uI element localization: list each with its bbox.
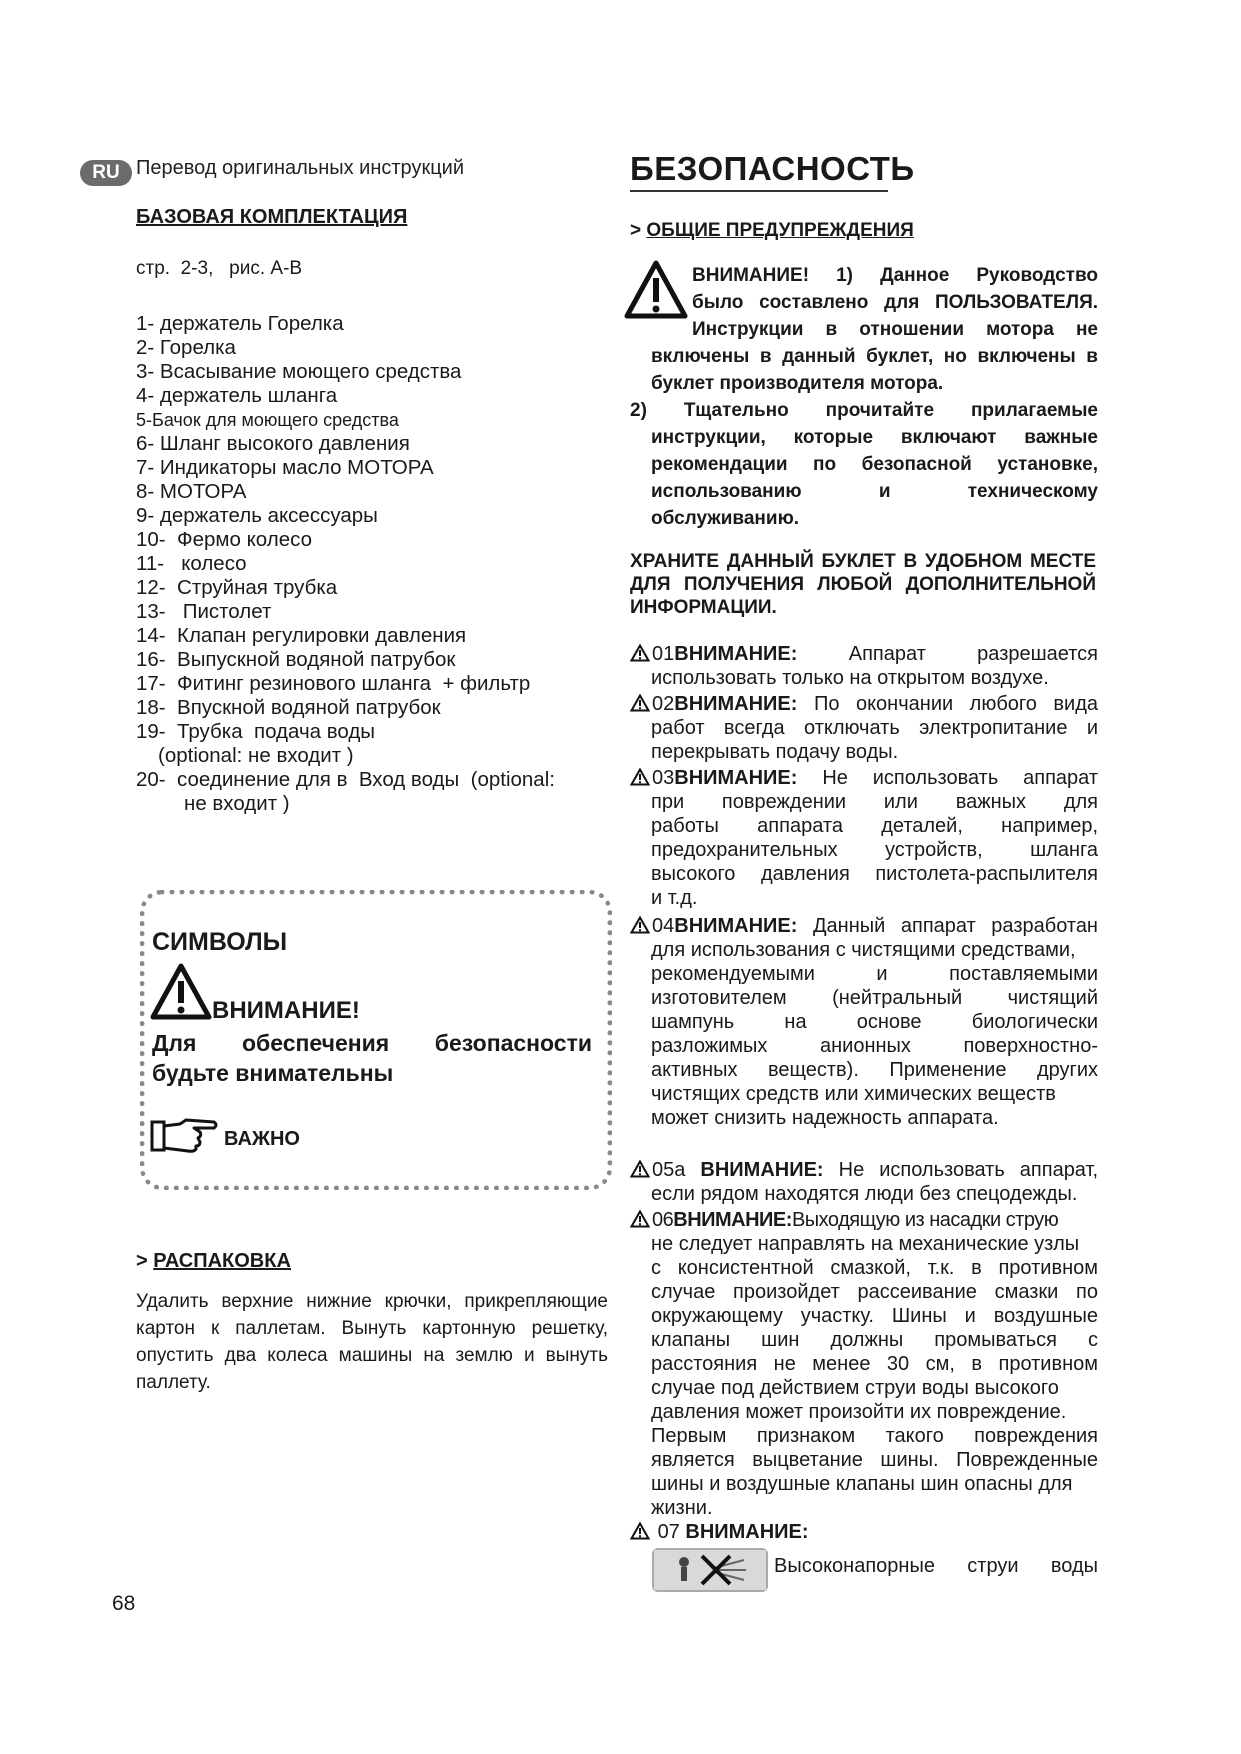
list-item: не входит ) [184,792,290,815]
warning-label: ВНИМАНИЕ: [685,1521,809,1543]
pointing-hand-icon [150,1116,218,1161]
list-item: 16- Выпускной водяной патрубок [136,648,456,671]
warning-code: 02 [652,693,675,715]
symbol-warning-description-2: будьте внимательны [152,1060,394,1086]
warning-code: 01 [652,643,675,665]
warning-item-02 [630,692,1098,716]
warning-code: 04 [652,915,675,937]
translation-note: Перевод оригинальных инструкций [136,157,464,179]
warning-text: перекрывать подачу воды. [651,741,899,763]
page-number: 68 [112,1592,136,1615]
general-warning-line: включены в данный буклет, но включены в [651,346,1098,367]
title-underline [630,190,888,192]
warning-text: и т.д. [651,887,698,909]
warning-text: изготовителем (нейтральный чистящий [651,987,1098,1009]
no-spray-on-people-pictogram-icon [652,1548,768,1592]
warning-text: Высоконапорные струи воды [774,1555,1098,1577]
warning-triangle-icon [630,916,650,934]
unpacking-text: Удалить верхние нижние крючки, прикрепляющие картон к паллетам. Вынуть картонную решетку, опустить два колеса машины на землю и вынуть паллету. [136,1291,608,1393]
warning-text: случае под действием струи воды высокого [651,1377,1059,1399]
warning-text: Аппарат разрешается [848,643,1098,665]
warning-body-03 [651,790,1098,910]
list-item: 3- Всасывание моющего средства [136,360,462,383]
general-warning-line: было составлено для ПОЛЬЗОВАТЕЛЯ. [692,292,1098,313]
list-item: 20- соединение для в Вход воды (optional: [136,768,555,791]
list-item: 6- Шланг высокого давления [136,432,410,455]
warning-triangle-icon [630,1522,650,1540]
figure-reference: стр. 2-3, рис. A-B [136,258,303,279]
warning-item-06 [630,1208,1098,1232]
general-warning-line: 2) Тщательно прочитайте прилагаемые [630,400,1098,421]
warning-text: разложимых анионных поверхностно- [651,1035,1098,1057]
general-warning-line: буклет производителя мотора. [651,373,944,394]
unpacking-title-text: РАСПАКОВКА [153,1250,291,1272]
list-item: 14- Клапан регулировки давления [136,624,467,647]
warning-text: Данный аппарат разработан [813,915,1098,937]
basic-kit-title: БАЗОВАЯ КОМПЛЕКТАЦИЯ [136,206,408,228]
warning-item-07 [630,1520,1098,1544]
list-item: 1- держатель Горелка [136,312,344,335]
important-label: ВАЖНО [224,1128,300,1150]
warning-label: ВНИМАНИЕ: [674,693,798,715]
warning-label: ВНИМАНИЕ: [700,1159,824,1181]
warning-code: 03 [652,767,675,789]
warning-triangle-icon [630,1210,650,1228]
general-warning-line: Инструкции в отношении мотора не [692,319,1098,340]
warning-body-02 [651,716,1098,764]
warning-text: может снизить надежность аппарата. [651,1107,999,1129]
warning-text: шампунь на основе биологически [651,1011,1098,1033]
warning-text: для использования с чистящими средствами, [651,939,1076,961]
warning-label: ВНИМАНИЕ: [674,767,798,789]
general-warnings-title [630,220,914,242]
section-prefix: > [136,1250,148,1272]
warning-text: использовать только на открытом воздухе. [651,667,1049,689]
warning-text: Выходящую из насадки струю [791,1209,1059,1231]
warning-text: не следует направлять на механические узлы [651,1233,1080,1255]
warning-label: ВНИМАНИЕ: [674,915,798,937]
parts-list [136,312,616,816]
warning-text: клапаны шин должны промываться с [651,1329,1098,1351]
list-item: 9- держатель аксессуары [136,504,378,527]
warning-text: является выцветание шины. Поврежденные [651,1449,1098,1471]
list-item: 11- колесо [136,552,247,575]
keep-booklet-note: ХРАНИТЕ ДАННЫЙ БУКЛЕТ В УДОБНОМ МЕСТЕ ДЛЯ ПОЛУЧЕНИЯ ЛЮБОЙ ДОПОЛНИТЕЛЬНОЙ ИНФОРМАЦИИ. [630,551,1096,618]
warning-text: окружающему участку. Шины и воздушные [651,1305,1098,1327]
symbol-warning-description: Для обеспечения безопасности [152,1030,592,1056]
warning-code: 07 [657,1521,680,1543]
warning-item-01 [630,642,1098,666]
warning-text: расстояния не менее 30 см, в противном [651,1353,1098,1375]
warning-code: 06 [652,1209,674,1231]
list-item: 2- Горелка [136,336,236,359]
list-item: 8- МОТОРА [136,480,247,503]
warning-text: Не использовать аппарат, [838,1159,1098,1181]
warning-triangle-icon [630,768,650,786]
list-item: 5-Бачок для моющего средства [136,410,399,430]
list-item: 7- Индикаторы масло МОТОРА [136,456,434,479]
list-item: 4- держатель шланга [136,384,338,407]
list-item: 12- Струйная трубка [136,576,338,599]
general-warning-line: инструкции, которые включают важные [651,427,1098,448]
symbols-title: СИМВОЛЫ [152,928,288,956]
warning-text: По окончании любого вида [813,693,1098,715]
list-item: 10- Фермо колесо [136,528,312,551]
list-item: 17- Фитинг резинового шланга + фильтр [136,672,531,695]
warning-text: давления может произойти их повреждение. [651,1401,1067,1423]
general-warning-line: использованию и техническому [651,481,1098,502]
warning-body-01 [651,666,1098,690]
list-item: 13- Пистолет [136,600,272,623]
warning-text: активных веществ). Применение других [651,1059,1098,1081]
warning-item-04 [630,914,1098,938]
warning-body-07 [774,1554,1098,1578]
warning-triangle-icon [630,694,650,712]
warning-text: с консистентной смазкой, т.к. в противном [651,1257,1098,1279]
warning-text: работы аппарата деталей, например, [651,815,1098,837]
warning-text: рекомендуемыми и поставляемыми [651,963,1098,985]
warning-text: работ всегда отключать электропитание и [651,717,1098,739]
warning-text: если рядом находятся люди без спецодежды. [651,1183,1078,1205]
warning-body-06 [651,1232,1098,1520]
list-item: (optional: не входит ) [158,744,354,767]
warning-body-05a [651,1182,1098,1206]
unpacking-title [136,1250,291,1273]
general-warning-line: обслуживанию. [651,508,800,529]
warning-text: жизни. [651,1497,713,1519]
warning-text: при повреждении или важных для [651,791,1098,813]
language-badge: RU [80,160,132,186]
general-warnings-title-text: ОБЩИЕ ПРЕДУПРЕЖДЕНИЯ [646,220,914,241]
warning-body-04 [651,938,1098,1130]
warning-label: ВНИМАНИЕ: [674,643,798,665]
warning-label: ВНИМАНИЕ: [673,1209,792,1231]
symbol-warning-label: ВНИМАНИЕ! [212,997,360,1024]
warning-text: чистящих средств или химических веществ [651,1083,1056,1105]
warning-item-03 [630,766,1098,790]
warning-text: Не использовать аппарат [822,767,1098,789]
warning-triangle-icon [624,260,688,325]
warning-item-05a [630,1158,1098,1182]
warning-text: случае произойдет рассеивание смазки по [651,1281,1098,1303]
warning-text: Первым признаком такого повреждения [651,1425,1098,1447]
warning-triangle-icon [150,963,212,1026]
general-warning-line: рекомендации по безопасной установке, [651,454,1098,475]
warning-text: предохранительных устройств, шланга [651,839,1098,861]
list-item: 19- Трубка подача воды [136,720,376,743]
warning-triangle-icon [630,644,650,662]
warning-text: высокого давления пистолета-распылителя [651,863,1098,885]
warning-code: 05a [652,1159,701,1181]
warning-text: шины и воздушные клапаны шин опасны для [651,1473,1073,1495]
section-prefix: > [630,220,642,241]
warning-triangle-icon [630,1160,650,1178]
list-item: 18- Впускной водяной патрубок [136,696,441,719]
general-warning-line: ВНИМАНИЕ! 1) Данное Руководство [692,265,1098,286]
safety-title: БЕЗОПАСНОСТЬ [630,150,915,187]
